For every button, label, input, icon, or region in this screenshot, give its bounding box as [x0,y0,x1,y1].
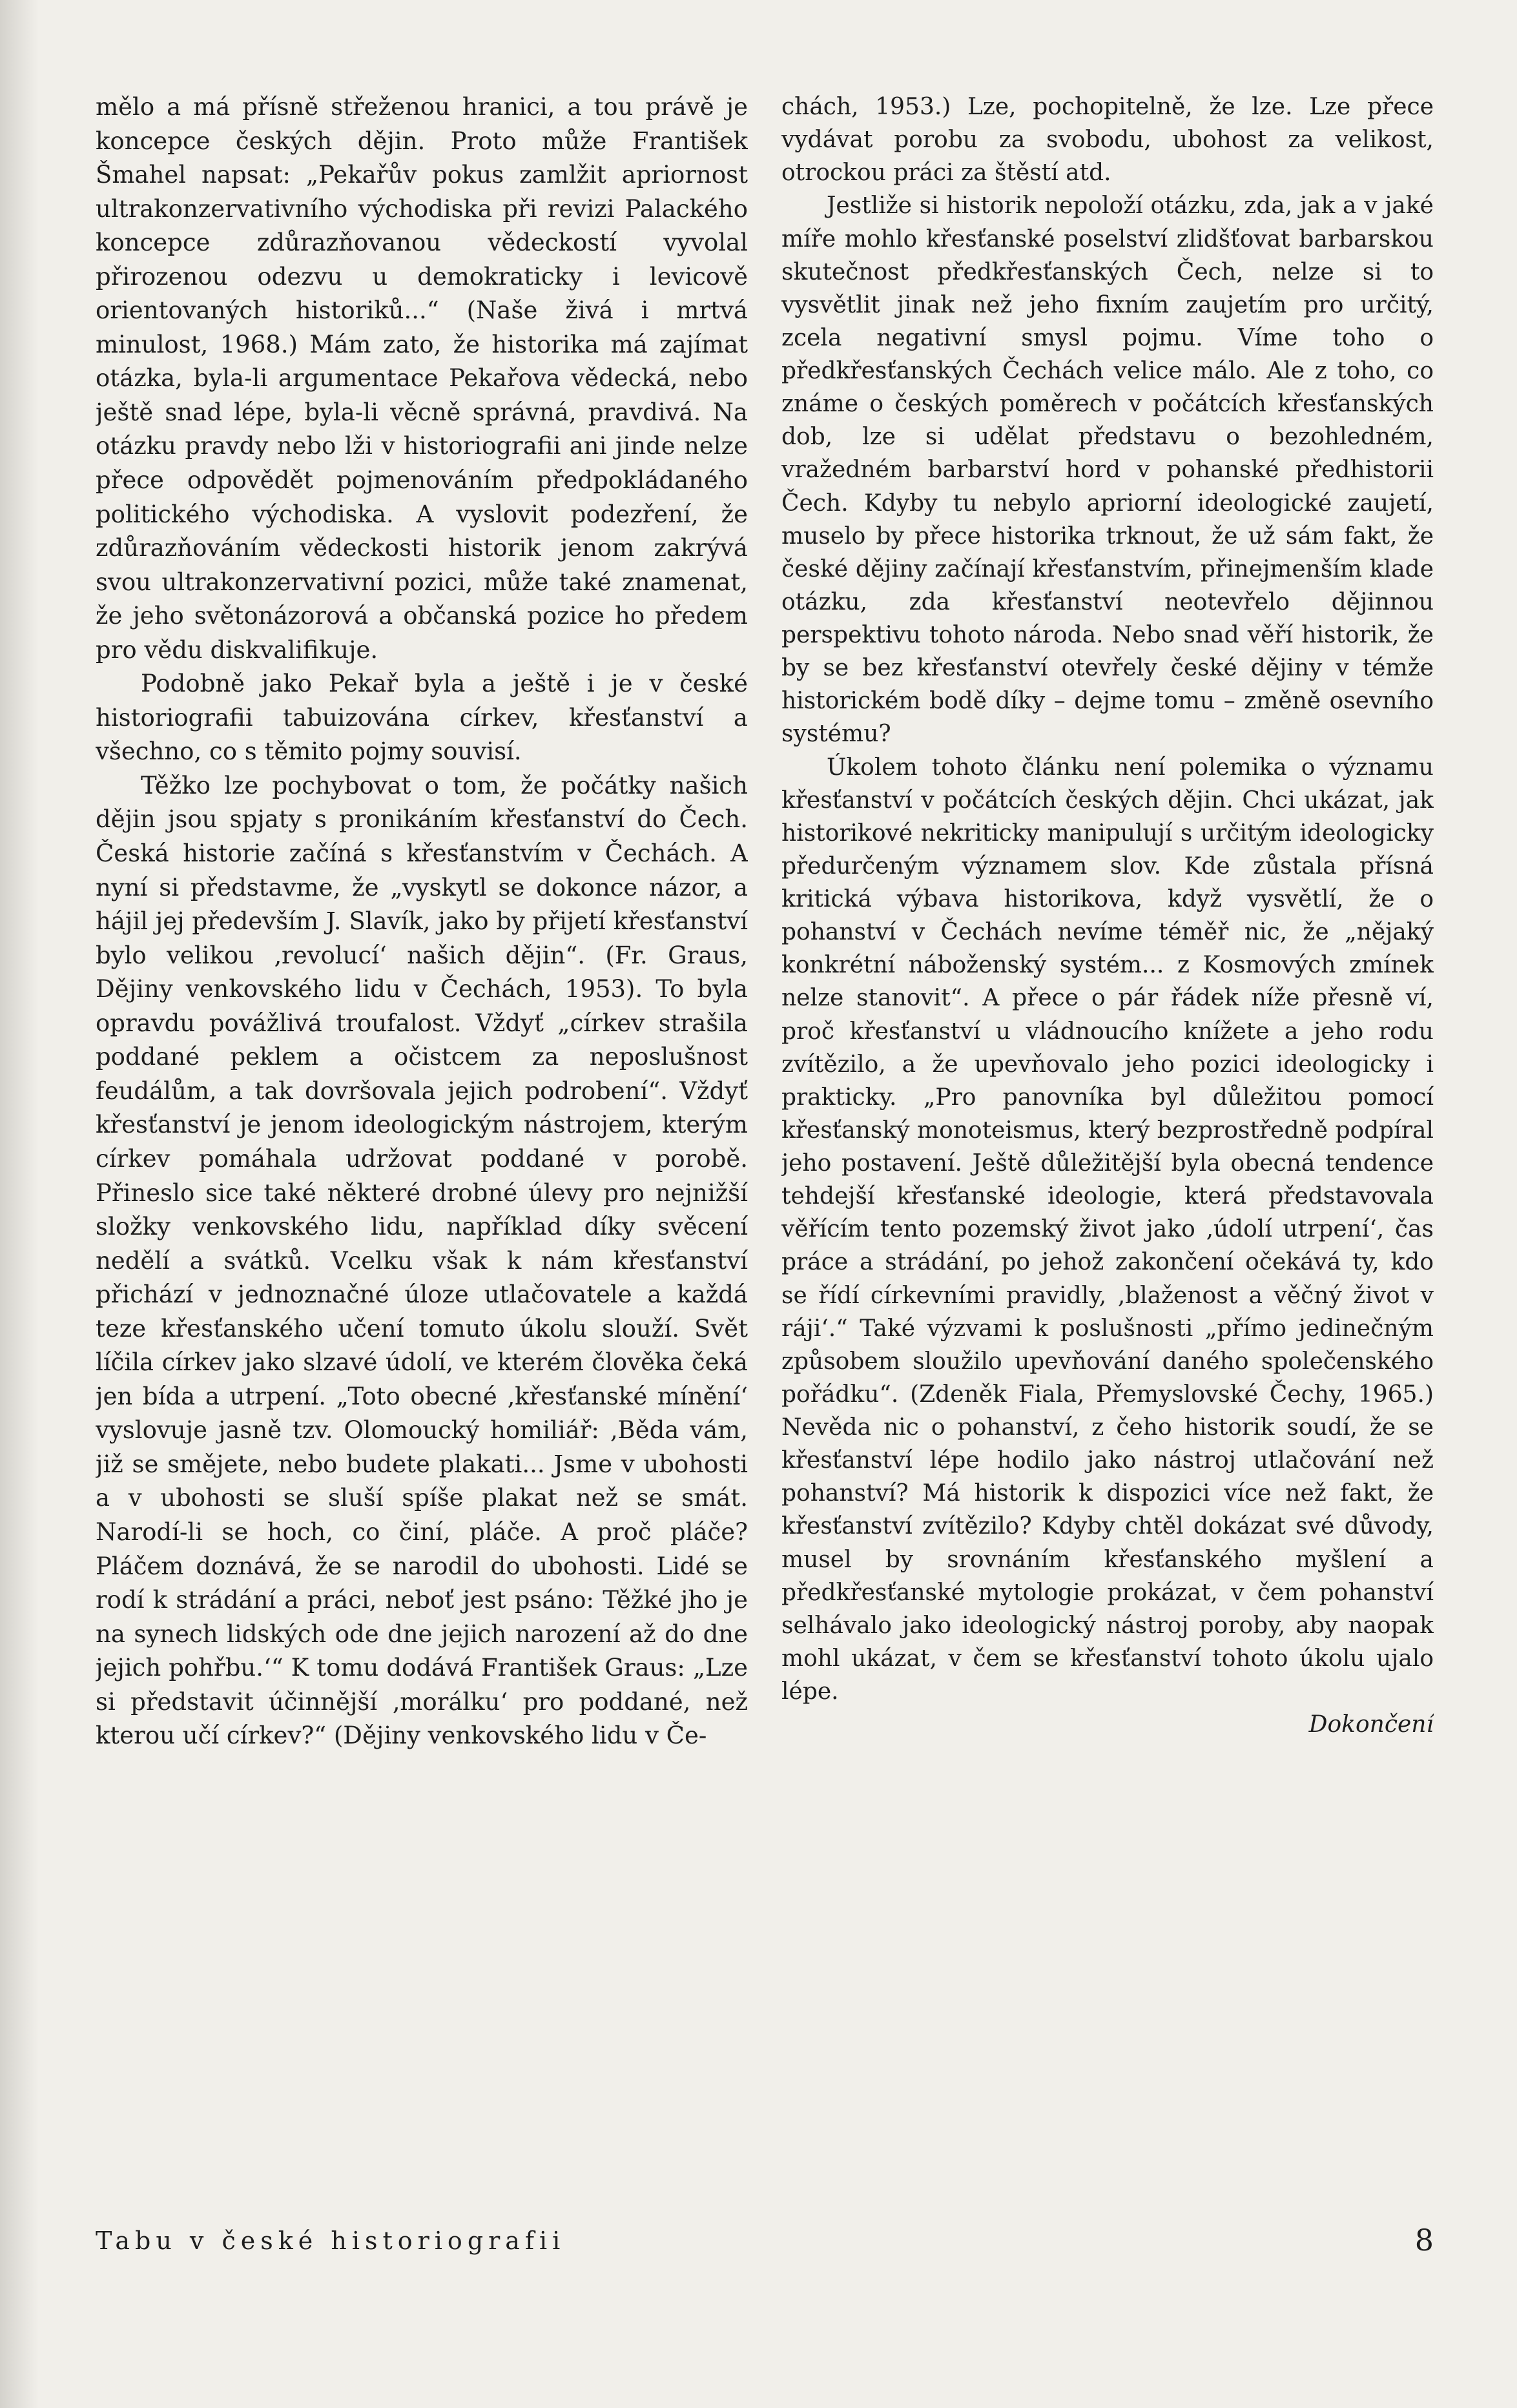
article-column-right [781,90,1434,1756]
paragraph-continued: mělo a má přísně střeženou hranici, a tou právě je koncepce českých dějin. Proto může František Šmahel napsat: „Pekařův pokus zamlžit apriornost ultrakonzervativního východiska při revizi Palackého koncepce zdůrazňovanou vědeckostí vyvolal přirozenou odezvu u demokraticky i levicově orientovaných historiků...“ (Naše živá i mrtvá minulost, 1968.) Mám zato, že historika má zajímat otázka, byla-li argumentace Pekařova vědecká, nebo ještě snad lépe, byla-li věcně správná, pravdivá. Na otázku pravdy nebo lži v historiografii ani jinde nelze přece odpovědět pojmenováním předpokládaného politického východiska. A vyslovit podezření, že zdůrazňováním vědeckosti historik jenom zakrývá svou ultrakonzervativní pozici, může také znamenat, že jeho světonázorová a občanská pozice ho předem pro vědu diskvalifikuje. [96,93,748,664]
page-number: 8 [1414,2223,1434,2258]
paragraph: Podobně jako Pekař byla a ještě i je v české historiografii tabuizována církev, křesťanství a všechno, co s těmito pojmy souvisí. [96,670,748,766]
paragraph-continued: chách, 1953.) Lze, pochopitelně, že lze. Lze přece vydávat porobu za svobodu, ubohost za velikost, otrockou práci za štěstí atd. [781,94,1434,187]
paragraph: Jestliže si historik nepoloží otázku, zda, jak a v jaké míře mohlo křesťanské poselství zlidšťovat barbarskou skutečnost předkřesťanských Čech, nelze si to vysvětlit jinak než jeho fixním zaujetím pro určitý, zcela negativní smysl pojmu. Víme toho o předkřesťanských Čechách velice málo. Ale z toho, co známe o českých poměrech v počátcích křesťanských dob, lze si udělat představu o bezohledném, vražedném barbarství hord v pohanské předhistorii Čech. Kdyby tu nebylo apriorní ideologické zaujetí, muselo by přece historika trknout, že už sám fakt, že české dějiny začínají křesťanstvím, přinejmenším klade otázku, zda křesťanství neotevřelo dějinnou perspektivu tohoto národa. Nebo snad věří historik, že by se bez křesťanství otevřely české dějiny v témže historickém bodě díky – dejme tomu – změně osevního systému? [781,192,1434,748]
to-be-continued-note: Dokončení [1308,1711,1434,1738]
running-title: Tabu v české historiografii [96,2227,566,2255]
article-column-left [96,90,748,1756]
paragraph: Úkolem tohoto článku není polemika o významu křesťanství v počátcích českých dějin. Chci ukázat, jak historikové nekriticky manipulují s určitým ideologicky předurčeným významem slov. Kde zůstala přísná kritická výbava historikova, když vysvětlí, že o pohanství v Čechách nevíme téměř nic, že „nějaký konkrétní náboženský systém... z Kosmových zmínek nelze stanovit“. A přece o pár řádek níže přesně ví, proč křesťanství u vládnoucího knížete a jeho rodu zvítězilo, a že upevňovalo jeho pozici ideologicky i prakticky. „Pro panovníka byl důležitou pomocí křesťanský monoteismus, který bezprostředně podpíral jeho postavení. Ještě důležitější byla obecná tendence tehdejší křesťanské ideologie, která představovala věřícím tento pozemský život jako ‚údolí utrpení‘, čas práce a strádání, po jehož zakončení očekává ty, kdo se řídí církevními pravidly, ‚blaženost a věčný život v ráji‘.“ Také výzvami k poslušnosti „přímo jedinečným způsobem sloužilo upevňování daného společenského pořádku“. (Zdeněk Fiala, Přemyslovské Čechy, 1965.) Nevěda nic o pohanství, z čeho historik soudí, že se křesťanství lépe hodilo jako nástroj utlačování než pohanství? Má historik k dispozici více než fakt, že křesťanství zvítězilo? Kdyby chtěl dokázat své důvody, musel by srovnáním křesťanského myšlení a předkřesťanské mytologie prokázat, v čem pohanství selhávalo jako ideologický nástroj poroby, aby naopak mohl ukázat, v čem se křesťanství tohoto úkolu ujalo lépe. [781,754,1434,1705]
page-footer [96,2223,1434,2265]
paragraph: Těžko lze pochybovat o tom, že počátky našich dějin jsou spjaty s pronikáním křesťanství do Čech. Česká historie začíná s křesťanstvím v Čechách. A nyní si představme, že „vyskytl se dokonce názor, a hájil jej především J. Slavík, jako by přijetí křesťanství bylo velikou ‚revolucí‘ našich dějin“. (Fr. Graus, Dějiny venkovského lidu v Čechách, 1953). To byla opravdu povážlivá troufalost. Vždyť „církev strašila poddané peklem a očistcem za neposlušnost feudálům, a tak dovršovala jejich podrobení“. Vždyť křesťanství je jenom ideologickým nástrojem, kterým církev pomáhala udržovat poddané v porobě. Přineslo sice také některé drobné úlevy pro nejnižší složky venkovského lidu, například díky svěcení nedělí a svátků. Vcelku však k nám křesťanství přichází v jednoznačné úloze utlačovatele a každá teze křesťanského učení tomuto úkolu slouží. Svět líčila církev jako slzavé údolí, ve kterém člověka čeká jen bída a utrpení. „Toto obecné ‚křesťanské mínění‘ vyslovuje jasně tzv. Olomoucký homiliář: ‚Běda vám, již se smějete, nebo budete plakati... Jsme v ubohosti a v ubohosti se sluší spíše plakat než se smát. Narodí-li se hoch, co činí, pláče. A proč pláče? Pláčem doznává, že se narodil do ubohosti. Lidé se rodí k strádání a práci, neboť jest psáno: Těžké jho je na synech lidských ode dne jejich narození až do dne jejich pohřbu.‘“ K tomu dodává František Graus: „Lze si představit účinnější ‚morálku‘ pro poddané, než kterou učí církev?“ (Dějiny venkovského lidu v Če- [96,771,748,1750]
page-edge-shadow [0,0,39,2408]
